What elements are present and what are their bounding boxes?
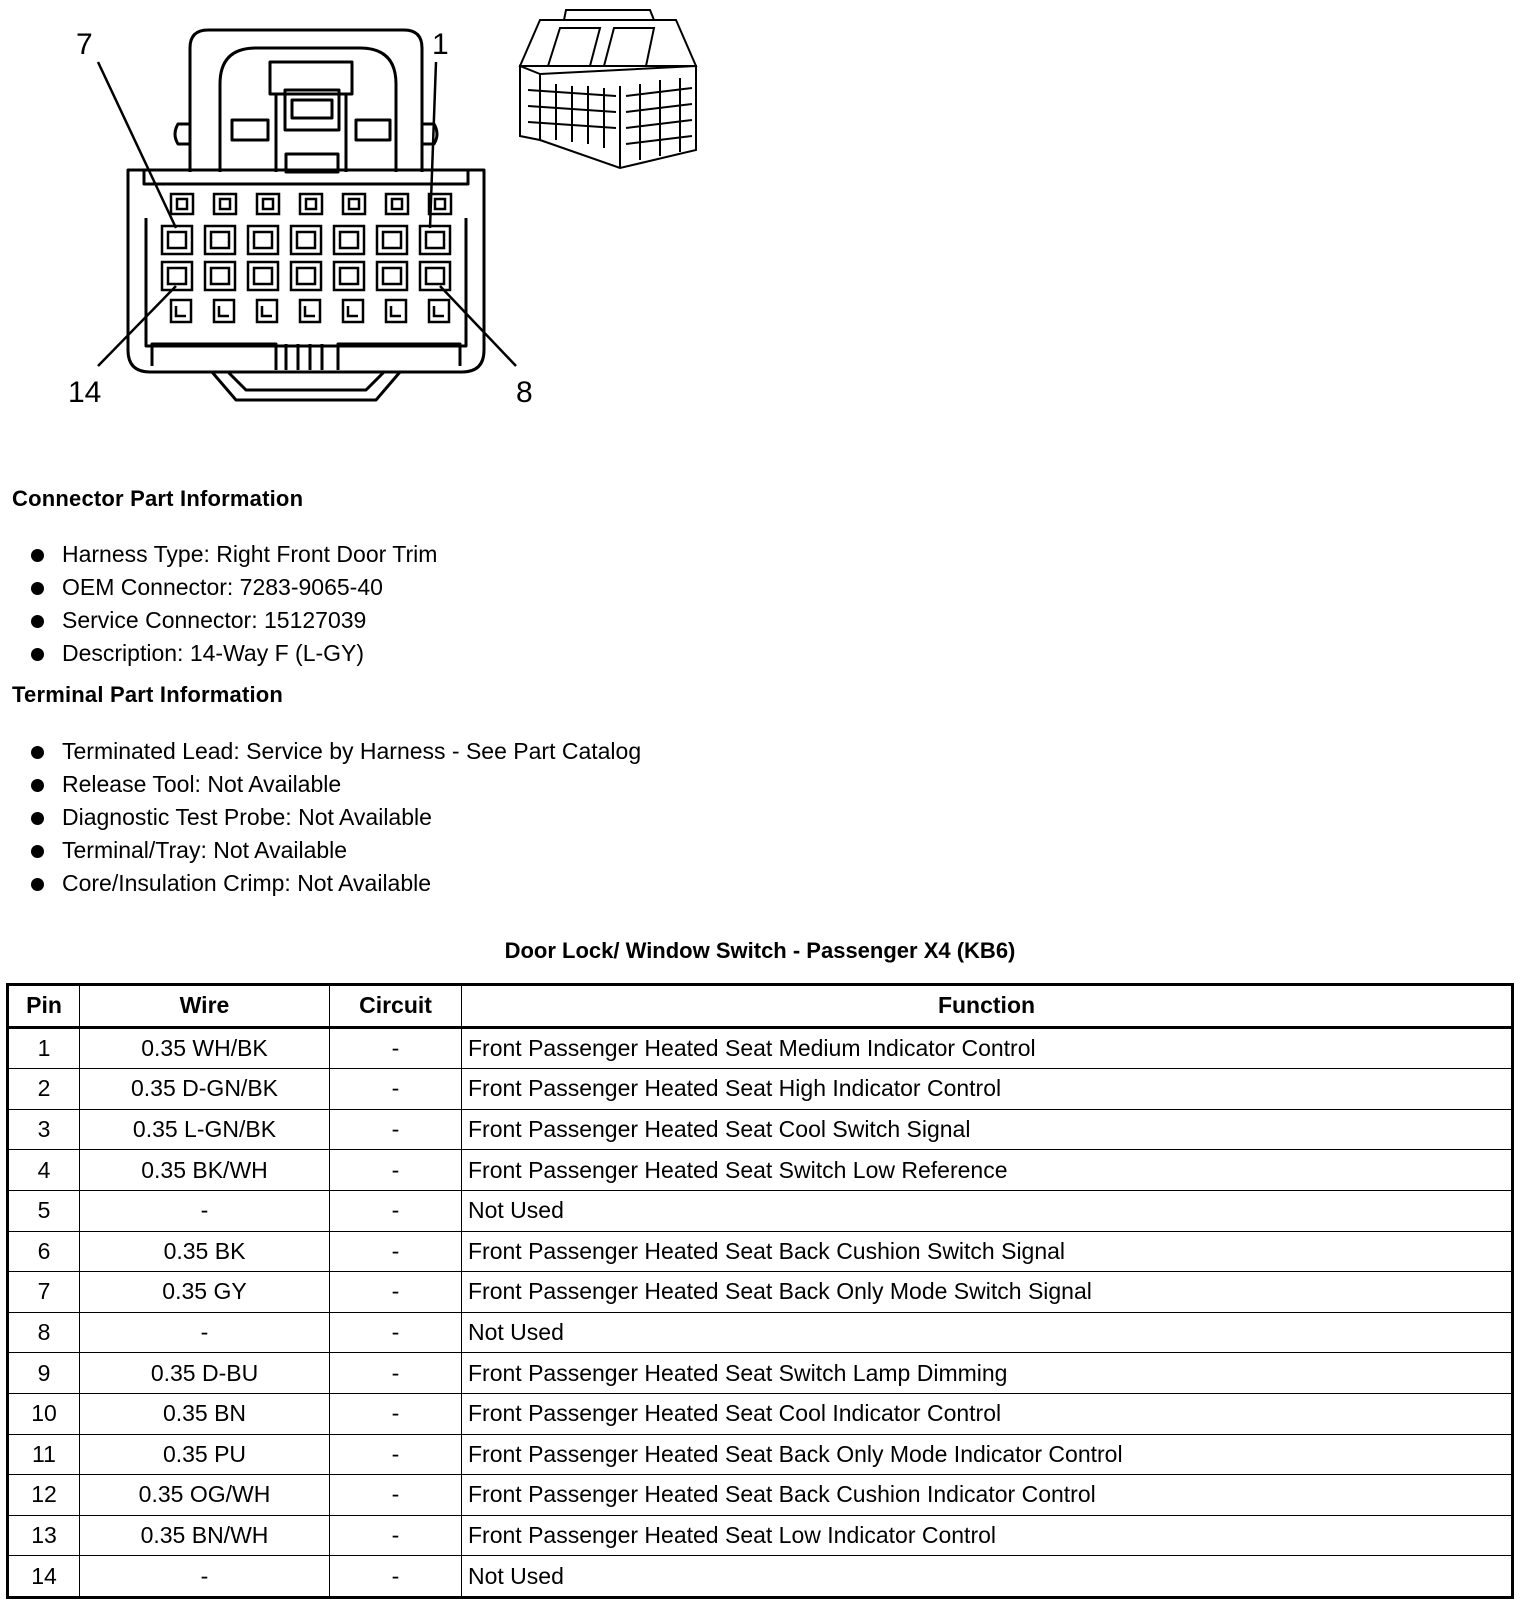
connector-part-information-heading: Connector Part Information [12,486,304,511]
column-header-circuit: Circuit [330,985,462,1028]
table-row [8,1272,1513,1313]
bullet-icon [31,582,44,595]
pin-cell: 2 [8,1069,80,1110]
list-item: Harness Type: Right Front Door Trim [28,538,437,571]
table-row [8,1515,1513,1556]
column-header-pin: Pin [8,985,80,1028]
table-row [8,1190,1513,1231]
table-row [8,1027,1513,1069]
function-cell: Front Passenger Heated Seat Cool Switch Signal [462,1109,1513,1150]
pin-cavities-row-1 [162,226,450,254]
bullet-icon [31,615,44,628]
function-cell: Front Passenger Heated Seat Switch Low Reference [462,1150,1513,1191]
circuit-cell: - [330,1353,462,1394]
function-cell: Front Passenger Heated Seat Back Cushion Indicator Control [462,1475,1513,1516]
list-item: OEM Connector: 7283-9065-40 [28,571,437,604]
wire-cell: 0.35 PU [80,1434,330,1475]
pin-cell: 11 [8,1434,80,1475]
table-row [8,1353,1513,1394]
table-row [8,1069,1513,1110]
table-row [8,1312,1513,1353]
callout-pin-7: 7 [76,28,93,61]
list-item: Terminated Lead: Service by Harness - See Part Catalog [28,735,641,768]
function-cell: Front Passenger Heated Seat Cool Indicator Control [462,1393,1513,1434]
callout-line-pin-7 [98,62,176,228]
column-header-function: Function [462,985,1513,1028]
bullet-icon [31,878,44,891]
connector-isometric-thumbnail [520,10,696,168]
circuit-cell: - [330,1190,462,1231]
circuit-cell: - [330,1393,462,1434]
table-row [8,1556,1513,1598]
pin-cell: 9 [8,1353,80,1394]
bullet-icon [31,549,44,562]
callout-pin-1: 1 [432,28,449,61]
circuit-cell: - [330,1475,462,1516]
list-item: Service Connector: 15127039 [28,604,437,637]
circuit-cell: - [330,1515,462,1556]
wire-cell: 0.35 L-GN/BK [80,1109,330,1150]
table-row [8,1475,1513,1516]
circuit-cell: - [330,1069,462,1110]
pin-cell: 7 [8,1272,80,1313]
terminal-part-information-heading: Terminal Part Information [12,682,284,707]
bullet-icon [31,845,44,858]
circuit-cell: - [330,1556,462,1598]
pin-cell: 6 [8,1231,80,1272]
function-cell: Front Passenger Heated Seat Back Only Mode Indicator Control [462,1434,1513,1475]
circuit-cell: - [330,1272,462,1313]
wire-cell: 0.35 GY [80,1272,330,1313]
function-cell: Front Passenger Heated Seat Switch Lamp Dimming [462,1353,1513,1394]
wire-cell: 0.35 BN/WH [80,1515,330,1556]
pin-cell: 8 [8,1312,80,1353]
callout-line-pin-8 [440,286,516,366]
column-header-wire: Wire [80,985,330,1028]
function-cell: Not Used [462,1190,1513,1231]
function-cell: Front Passenger Heated Seat Back Only Mode Switch Signal [462,1272,1513,1313]
function-cell: Front Passenger Heated Seat Medium Indicator Control [462,1027,1513,1069]
bullet-icon [31,779,44,792]
function-cell: Not Used [462,1556,1513,1598]
table-row [8,1109,1513,1150]
terminal-part-information-list [28,735,641,900]
function-cell: Front Passenger Heated Seat High Indicator Control [462,1069,1513,1110]
pin-cell: 12 [8,1475,80,1516]
wire-cell: 0.35 BK/WH [80,1150,330,1191]
wire-cell: - [80,1312,330,1353]
table-row [8,1150,1513,1191]
wire-cell: 0.35 BN [80,1393,330,1434]
wire-cell: - [80,1556,330,1598]
list-item: Release Tool: Not Available [28,768,641,801]
circuit-cell: - [330,1150,462,1191]
wire-cell: 0.35 OG/WH [80,1475,330,1516]
pin-cell: 5 [8,1190,80,1231]
bullet-icon [31,648,44,661]
list-item: Description: 14-Way F (L-GY) [28,637,437,670]
pin-cell: 3 [8,1109,80,1150]
bullet-icon [31,746,44,759]
list-item: Diagnostic Test Probe: Not Available [28,801,641,834]
circuit-cell: - [330,1027,462,1069]
wire-cell: 0.35 D-GN/BK [80,1069,330,1110]
pin-cavities-row-2 [162,262,450,290]
pin-cell: 14 [8,1556,80,1598]
table-header-row [8,985,1513,1028]
callout-line-pin-14 [98,286,176,366]
table-row [8,1393,1513,1434]
wire-cell: - [80,1190,330,1231]
function-cell: Front Passenger Heated Seat Back Cushion Switch Signal [462,1231,1513,1272]
pin-table-title: Door Lock/ Window Switch - Passenger X4 (KB6) [504,938,1016,963]
pin-cell: 10 [8,1393,80,1434]
list-item: Core/Insulation Crimp: Not Available [28,867,641,900]
pin-cell: 13 [8,1515,80,1556]
callout-pin-14: 14 [68,376,102,409]
function-cell: Not Used [462,1312,1513,1353]
pin-cell: 1 [8,1027,80,1069]
pin-table [6,983,1514,1599]
connector-part-information-list [28,538,437,670]
wire-cell: 0.35 D-BU [80,1353,330,1394]
circuit-cell: - [330,1312,462,1353]
wire-cell: 0.35 BK [80,1231,330,1272]
circuit-cell: - [330,1231,462,1272]
wire-cell: 0.35 WH/BK [80,1027,330,1069]
table-row [8,1434,1513,1475]
function-cell: Front Passenger Heated Seat Low Indicator Control [462,1515,1513,1556]
pin-cell: 4 [8,1150,80,1191]
circuit-cell: - [330,1109,462,1150]
table-row [8,1231,1513,1272]
circuit-cell: - [330,1434,462,1475]
connector-diagram [0,0,760,430]
callout-pin-8: 8 [516,376,533,409]
bullet-icon [31,812,44,825]
list-item: Terminal/Tray: Not Available [28,834,641,867]
